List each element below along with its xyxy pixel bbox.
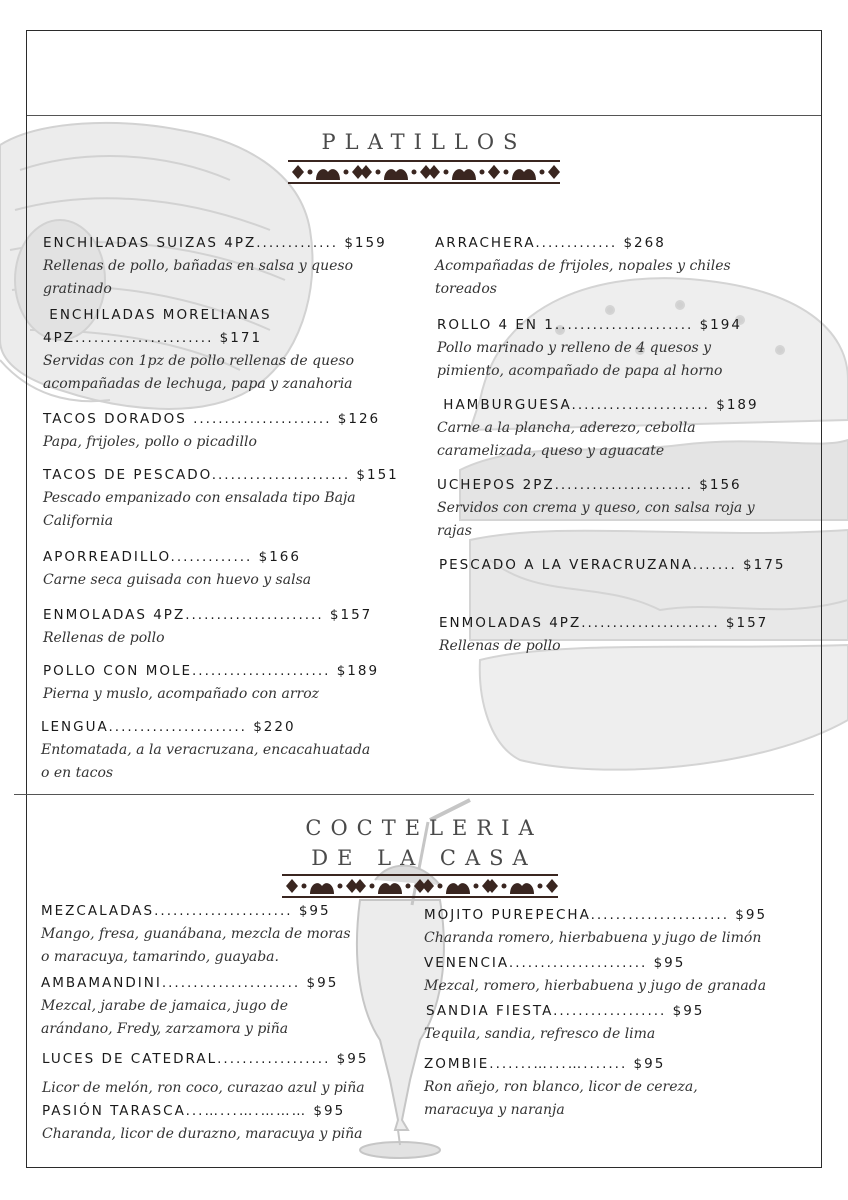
- cocktail-luces-de-catedral: [42, 1048, 382, 1100]
- dish-description: Pescado empanizado con ensalada tipo Baja California: [43, 490, 356, 529]
- dish-rollo-4-en-1: [437, 314, 777, 383]
- dish-tacos-pescado: [43, 464, 413, 533]
- cocktail-description: Licor de melón, ron coco, curazao azul y piña: [42, 1080, 365, 1096]
- cocktail-description: Charanda romero, hierbabuena y jugo de limón: [424, 930, 762, 946]
- dish-description: Carne a la plancha, aderezo, cebolla caramelizada, queso y aguacate: [437, 420, 696, 459]
- cocktail-pasion-tarasca: [42, 1100, 382, 1146]
- dish-name: ENMOLADAS 4PZ...................... $157: [43, 607, 373, 623]
- dish-name: ENCHILADAS SUIZAS 4PZ............. $159: [43, 235, 387, 251]
- dish-description: Rellenas de pollo: [43, 630, 165, 646]
- cocktail-description: Mezcal, jarabe de jamaica, jugo de arándano, Fredy, zarzamora y piña: [41, 998, 289, 1037]
- dish-tacos-dorados: [43, 408, 413, 454]
- dish-name: HAMBURGUESA...................... $189: [437, 397, 759, 413]
- dish-lengua: [41, 716, 381, 785]
- dish-pescado-veracruzana: [439, 554, 819, 577]
- dish-name: UCHEPOS 2PZ...................... $156: [437, 477, 742, 493]
- cocktail-name: VENENCIA...................... $95: [424, 955, 686, 971]
- cocktail-venencia: [424, 952, 814, 998]
- cocktail-description: Charanda, licor de durazno, maracuya y piña: [42, 1126, 363, 1142]
- dish-name: APORREADILLO............. $166: [43, 549, 301, 565]
- section-divider: [14, 794, 814, 795]
- cocktail-name: PASIÓN TARASCA...…...….……… $95: [42, 1103, 346, 1119]
- dish-enmoladas-right: [439, 612, 809, 658]
- dish-description: Pollo marinado y relleno de 4 quesos y pimiento, acompañado de papa al horno: [437, 340, 723, 379]
- dish-name: ROLLO 4 EN 1...................... $194: [437, 317, 742, 333]
- dish-uchepos: [437, 474, 767, 543]
- cocktail-name: SANDIA FIESTA.................. $95: [426, 1003, 705, 1019]
- dish-description: Rellenas de pollo: [439, 638, 561, 654]
- cocktail-mojito-purepecha: [424, 904, 814, 950]
- dish-name: ENMOLADAS 4PZ...................... $157: [439, 615, 769, 631]
- dish-name: ARRACHERA............. $268: [435, 235, 666, 251]
- cocktail-name: AMBAMANDINI...................... $95: [41, 975, 339, 991]
- dish-description: Papa, frijoles, pollo o picadillo: [43, 434, 257, 450]
- dish-enchiladas-suizas: [43, 232, 413, 301]
- dish-name: TACOS DORADOS ...................... $126: [43, 411, 381, 427]
- cocktail-zombie: [424, 1053, 764, 1122]
- cocktail-description: Tequila, sandia, refresco de lima: [424, 1026, 656, 1042]
- dish-description: Servidas con 1pz de pollo rellenas de queso acompañadas de lechuga, papa y zanahoria: [43, 353, 355, 392]
- cocteleria-title-line2: DE LA CASA: [311, 846, 537, 870]
- dish-name: POLLO CON MOLE...................... $189: [43, 663, 380, 679]
- cocktail-description: Mango, fresa, guanábana, mezcla de moras o maracuya, tamarindo, guayaba.: [41, 926, 351, 965]
- folk-ornament-icon: [282, 874, 558, 898]
- dish-description: Acompañadas de frijoles, nopales y chiles toreados: [435, 258, 731, 297]
- cocktail-sandia-fiesta: [424, 1000, 814, 1046]
- dish-name: TACOS DE PESCADO...................... $151: [43, 467, 399, 483]
- dish-name: ENCHILADAS MORELIANAS 4PZ...................... $171: [43, 307, 272, 346]
- dish-hamburguesa: [437, 394, 777, 463]
- cocktail-name: MEZCALADAS...................... $95: [41, 903, 331, 919]
- dish-description: Rellenas de pollo, bañadas en salsa y queso gratinado: [43, 258, 354, 297]
- dish-name: PESCADO A LA VERACRUZANA....... $175: [439, 557, 786, 573]
- cocktail-name: ZOMBIE.......…...…....... $95: [424, 1056, 666, 1072]
- dish-description: Servidos con crema y queso, con salsa roja y rajas: [437, 500, 755, 539]
- dish-enchiladas-morelianas: [43, 304, 373, 396]
- dish-aporreadillo: [43, 546, 413, 592]
- cocktail-name: LUCES DE CATEDRAL.................. $95: [42, 1051, 369, 1067]
- top-divider: [27, 115, 821, 116]
- dish-name: LENGUA...................... $220: [41, 719, 296, 735]
- cocteleria-title-line1: COCTELERIA: [305, 816, 543, 840]
- dish-arrachera: [435, 232, 765, 301]
- dish-enmoladas-left: [43, 604, 413, 650]
- dish-pollo-con-mole: [43, 660, 413, 706]
- cocktail-ambamandini: [41, 972, 361, 1041]
- dish-description: Entomatada, a la veracruzana, encacahuatada o en tacos: [41, 742, 371, 781]
- platillos-title: PLATILLOS: [321, 130, 527, 154]
- cocktail-description: Ron añejo, ron blanco, licor de cereza, maracuya y naranja: [424, 1079, 698, 1118]
- cocktail-name: MOJITO PUREPECHA...................... $95: [424, 907, 768, 923]
- dish-description: Pierna y muslo, acompañado con arroz: [43, 686, 320, 702]
- cocktail-mezcaladas: [41, 900, 361, 969]
- cocktail-description: Mezcal, romero, hierbabuena y jugo de granada: [424, 978, 767, 994]
- dish-description: Carne seca guisada con huevo y salsa: [43, 572, 312, 588]
- folk-ornament-icon: [288, 160, 560, 184]
